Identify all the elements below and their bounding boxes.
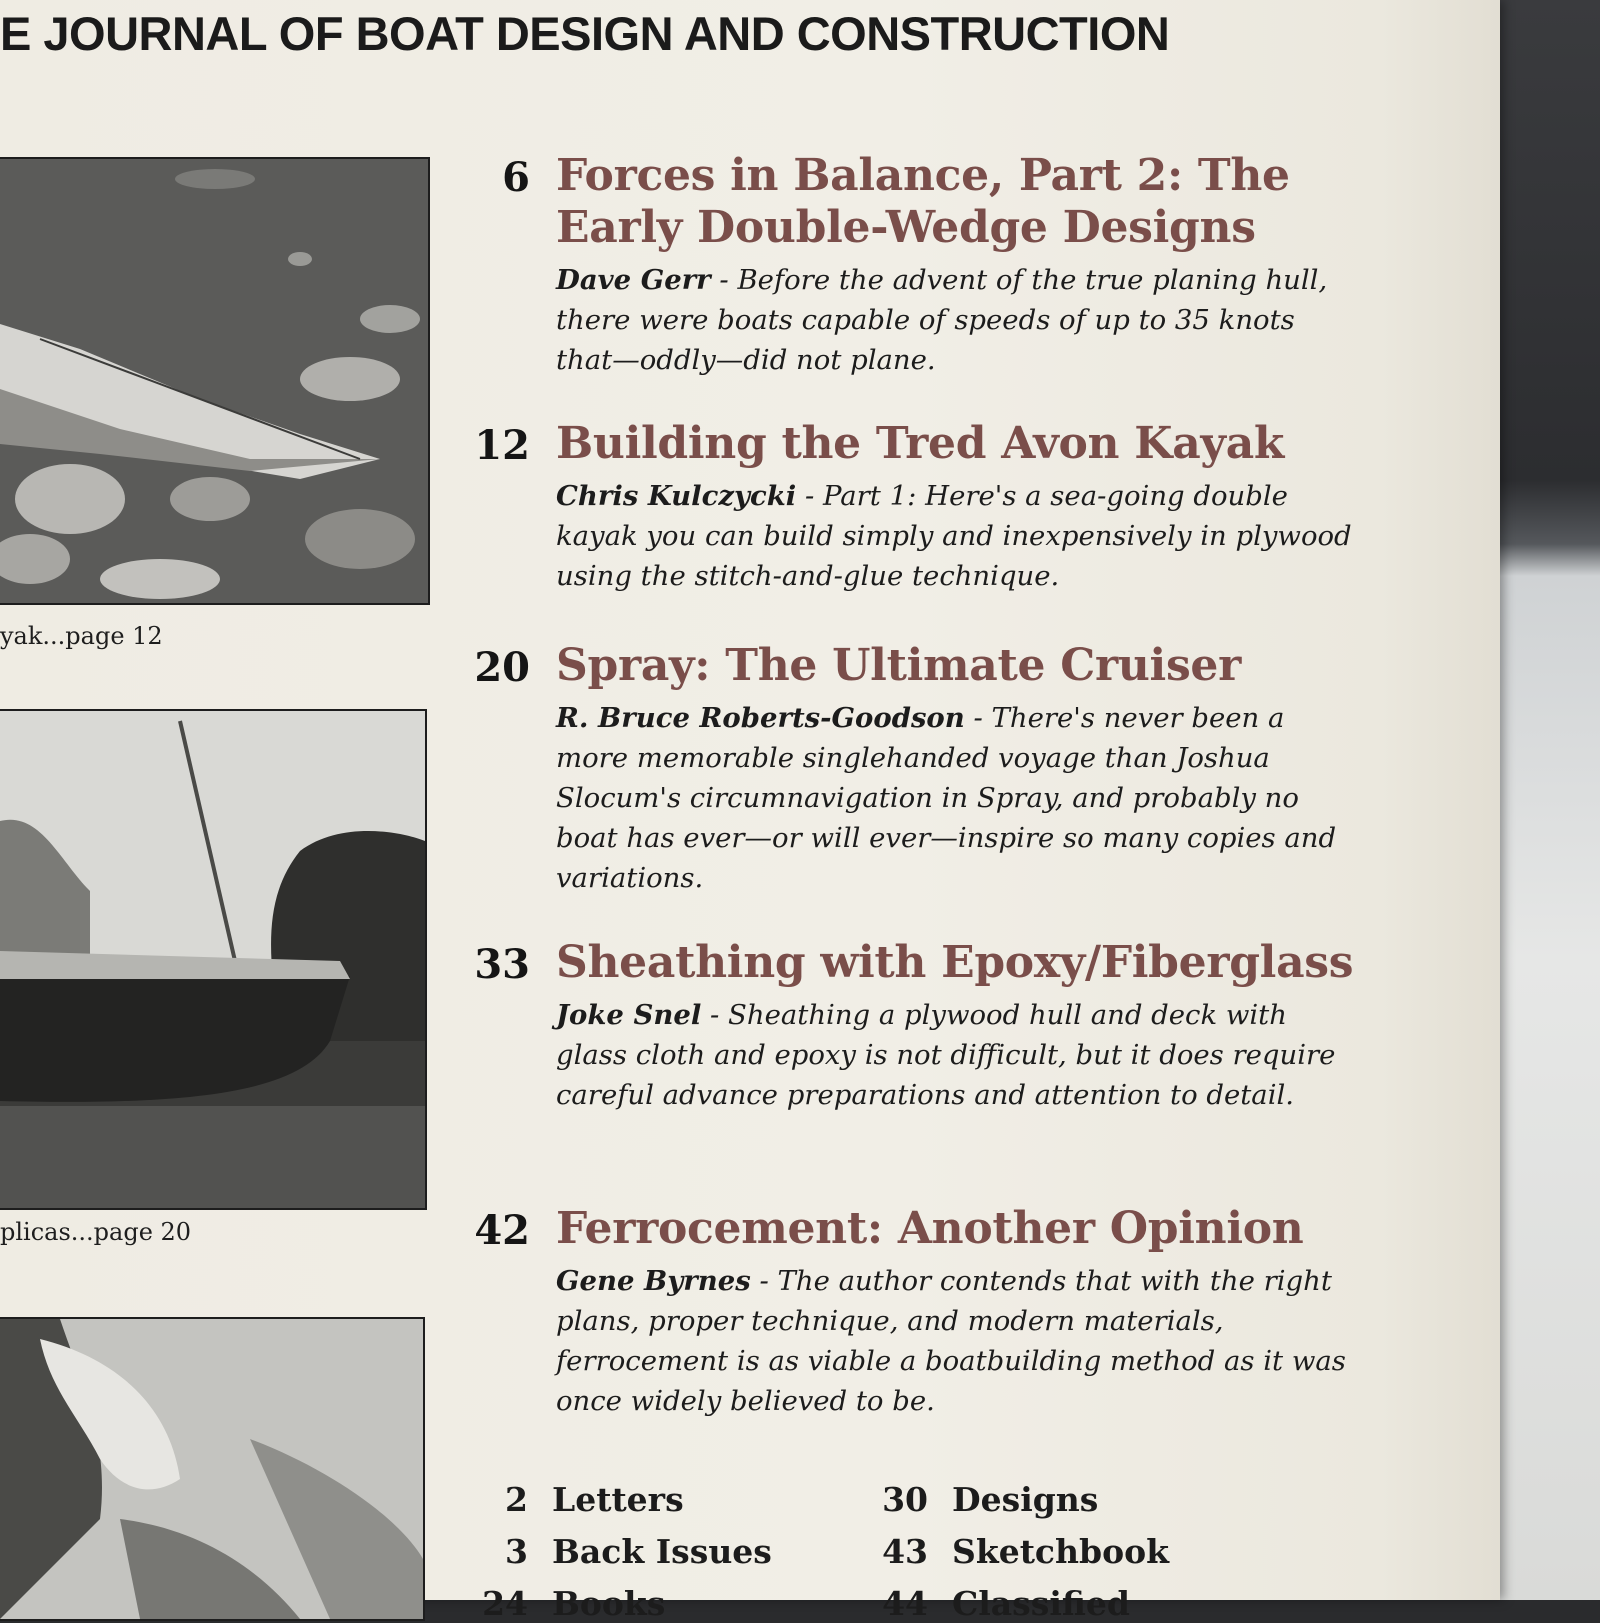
article-spray-ultimate-cruiser[interactable] [468,640,1358,898]
hands-photo [0,1317,425,1621]
department-books[interactable] [470,1584,665,1623]
article-page-number: 20 [474,644,530,691]
article-author: R. Bruce Roberts-Goodson [556,702,965,734]
article-tred-avon-kayak[interactable] [468,418,1358,596]
article-blurb [556,995,1358,1115]
article-title: Forces in Balance, Part 2: The Early Double-Wedge Designs [556,150,1290,253]
article-page-number: 42 [474,1207,530,1254]
article-description: - Before the advent of the true planing hull, there were boats capable of speeds of up to 35 knots that—oddly—did not plane. [556,264,1328,376]
article-page-number: 33 [474,941,530,988]
article-title: Ferrocement: Another Opinion [556,1203,1304,1254]
kayak-photo-caption: yak...page 12 [0,622,163,650]
hands-photo-image [0,1319,423,1619]
kayak-photo-image [0,159,428,603]
article-blurb [556,1261,1358,1421]
article-author: Dave Gerr [556,264,711,296]
department-designs[interactable] [870,1480,1098,1519]
article-author: Joke Snel [556,999,702,1031]
department-name: Sketchbook [952,1532,1169,1571]
department-name: Designs [952,1480,1099,1519]
article-author: Gene Byrnes [556,1265,751,1297]
article-description: - The author contends that with the right plans, proper technique, and modern materials, ferrocement is as viable a boatbuilding method as it was once widely believed to be. [556,1265,1346,1417]
department-name: Letters [552,1480,684,1519]
department-name: Books [552,1584,666,1623]
department-letters[interactable] [470,1480,684,1519]
department-page: 24 [482,1584,528,1623]
article-blurb [556,476,1358,596]
department-page: 44 [882,1584,928,1623]
article-title: Sheathing with Epoxy/Fiberglass [556,937,1354,988]
department-name: Back Issues [552,1532,772,1571]
article-description: - There's never been a more memorable singlehanded voyage than Joshua Slocum's circumnavigation in Spray, and probably no boat has ever—or will ever—inspire so many copies and variations. [556,702,1337,894]
article-description: - Sheathing a plywood hull and deck with glass cloth and epoxy is not difficult, but it does require careful advance preparations and attention to detail. [556,999,1336,1111]
masthead: E JOURNAL OF BOAT DESIGN AND CONSTRUCTION [0,7,1170,60]
kayak-photo [0,157,430,605]
article-description: - Part 1: Here's a sea-going double kayak you can build simply and inexpensively in plywood using the stitch-and-glue technique. [556,480,1352,592]
article-ferrocement[interactable] [468,1203,1358,1421]
departments-list [470,1480,1230,1623]
article-page-number: 12 [474,422,530,469]
department-page: 43 [882,1532,928,1571]
article-sheathing-epoxy[interactable] [468,937,1358,1115]
department-back-issues[interactable] [470,1532,772,1571]
department-page: 2 [505,1480,528,1519]
boat-photo-image [0,711,425,1208]
boat-photo [0,709,427,1210]
department-page: 30 [882,1480,928,1519]
department-sketchbook[interactable] [870,1532,1169,1571]
article-page-number: 6 [502,154,530,201]
department-name: Classified [952,1584,1130,1623]
article-blurb [556,698,1358,898]
department-classified[interactable] [870,1584,1130,1623]
article-title: Building the Tred Avon Kayak [556,418,1285,469]
article-title: Spray: The Ultimate Cruiser [556,640,1241,691]
boat-photo-caption: plicas...page 20 [0,1218,192,1246]
article-author: Chris Kulczycki [556,480,797,512]
department-page: 3 [505,1532,528,1571]
article-forces-in-balance[interactable] [468,150,1358,380]
article-blurb [556,260,1358,380]
